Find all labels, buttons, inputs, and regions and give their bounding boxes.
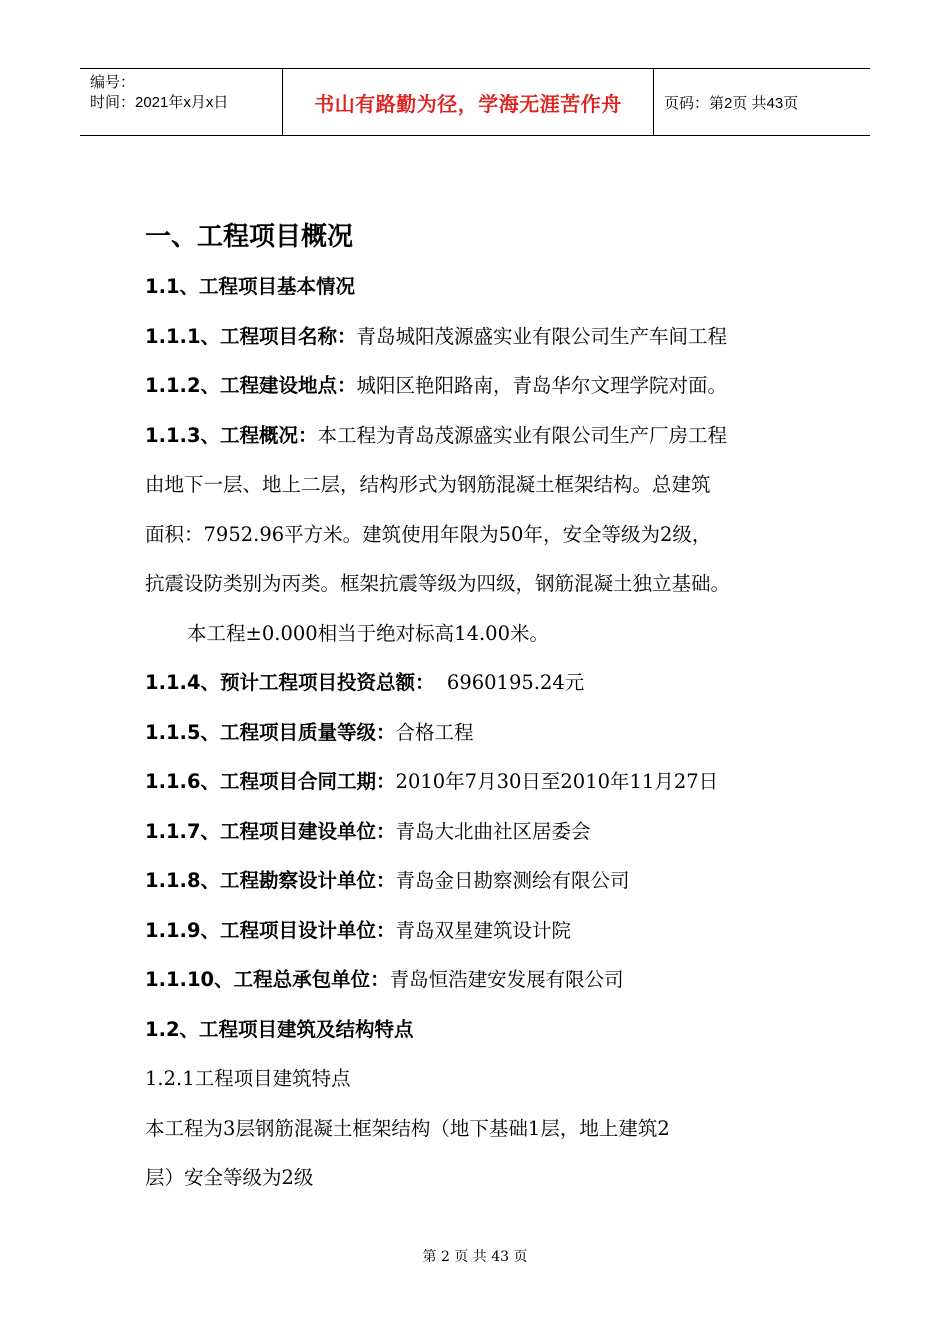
header-motto: 书山有路勤为径，学海无涯苦作舟 xyxy=(282,69,654,135)
line-label: 1.1.6、工程项目合同工期： xyxy=(145,770,396,793)
line-label: 1.1.9、工程项目设计单位： xyxy=(145,918,396,942)
line-label: 1.1.8、工程勘察设计单位： xyxy=(145,869,396,892)
paragraph-line xyxy=(145,1153,835,1203)
line-label: 1.1.3、工程概况： xyxy=(145,423,318,447)
paragraph-line xyxy=(145,510,835,560)
line-label: 1.1.4、预计工程项目投资总额： xyxy=(145,671,435,694)
subsection-heading xyxy=(145,1005,835,1055)
paragraph-line xyxy=(145,460,835,510)
document-body xyxy=(145,214,835,1203)
line-label: 1.1、工程项目基本情况 xyxy=(145,275,356,298)
header-meta-cell xyxy=(80,69,282,135)
construction-unit-line xyxy=(145,807,835,857)
subsection-heading xyxy=(145,262,835,312)
document-time-label: 时间：2021年x月x日 xyxy=(90,94,229,111)
investment-line xyxy=(145,658,835,708)
line-text: 青岛双星建筑设计院 xyxy=(395,918,572,942)
paragraph-line xyxy=(145,609,835,659)
line-label: 1.1.10、工程总承包单位： xyxy=(145,968,390,991)
project-name-line xyxy=(145,312,835,362)
line-text: 抗震设防类别为丙类。框架抗震等级为四级，钢筋混凝土独立基础。 xyxy=(145,572,731,595)
line-text: 2010年7月30日至2010年11月27日 xyxy=(395,770,719,793)
line-text: 本工程±0.000相当于绝对标高14.00米。 xyxy=(187,621,549,645)
paragraph-line xyxy=(145,1104,835,1154)
line-text: 合格工程 xyxy=(395,720,474,744)
header-page-info: 页码：第2页 共43页 xyxy=(664,94,799,112)
paragraph-line xyxy=(145,559,835,609)
project-location-line xyxy=(145,361,835,411)
line-text: 层）安全等级为2级 xyxy=(145,1166,314,1189)
line-label: 1.2、工程项目建筑及结构特点 xyxy=(145,1017,414,1041)
design-unit-line xyxy=(145,906,835,956)
line-label: 1.1.1、工程项目名称： xyxy=(145,324,357,348)
line-text: 青岛大北曲社区居委会 xyxy=(395,819,591,843)
line-text: 由地下一层、地上二层，结构形式为钢筋混凝土框架结构。总建筑 xyxy=(145,473,711,496)
line-text: 本工程为3层钢筋混凝土框架结构（地下基础1层，地上建筑2 xyxy=(145,1116,670,1140)
general-contractor-line xyxy=(145,955,835,1005)
line-label: 1.1.2、工程建设地点： xyxy=(145,374,357,397)
line-label: 1.1.7、工程项目建设单位： xyxy=(145,819,396,843)
contract-period-line xyxy=(145,757,835,807)
quality-line xyxy=(145,708,835,758)
line-text: 青岛恒浩建安发展有限公司 xyxy=(389,968,624,991)
line-text: 面积：7952.96平方米。建筑使用年限为50年，安全等级为2级， xyxy=(145,522,712,546)
header-table xyxy=(80,68,870,136)
section-title: 一、工程项目概况 xyxy=(145,222,354,252)
line-text: 1.2.1工程项目建筑特点 xyxy=(145,1067,351,1090)
page-footer: 第 2 页 共 43 页 xyxy=(422,1249,528,1265)
line-text: 城阳区艳阳路南，青岛华尔文理学院对面。 xyxy=(356,374,728,397)
sub-subsection-heading xyxy=(145,1054,835,1104)
line-text: 6960195.24元 xyxy=(434,671,585,694)
survey-unit-line xyxy=(145,856,835,906)
project-overview-line xyxy=(145,411,835,461)
line-text: 本工程为青岛茂源盛实业有限公司生产厂房工程 xyxy=(317,423,728,447)
line-label: 1.1.5、工程项目质量等级： xyxy=(145,720,396,744)
line-text: 青岛金日勘察测绘有限公司 xyxy=(395,869,630,892)
document-number-label: 编号： xyxy=(90,74,136,91)
line-text: 青岛城阳茂源盛实业有限公司生产车间工程 xyxy=(356,324,728,348)
